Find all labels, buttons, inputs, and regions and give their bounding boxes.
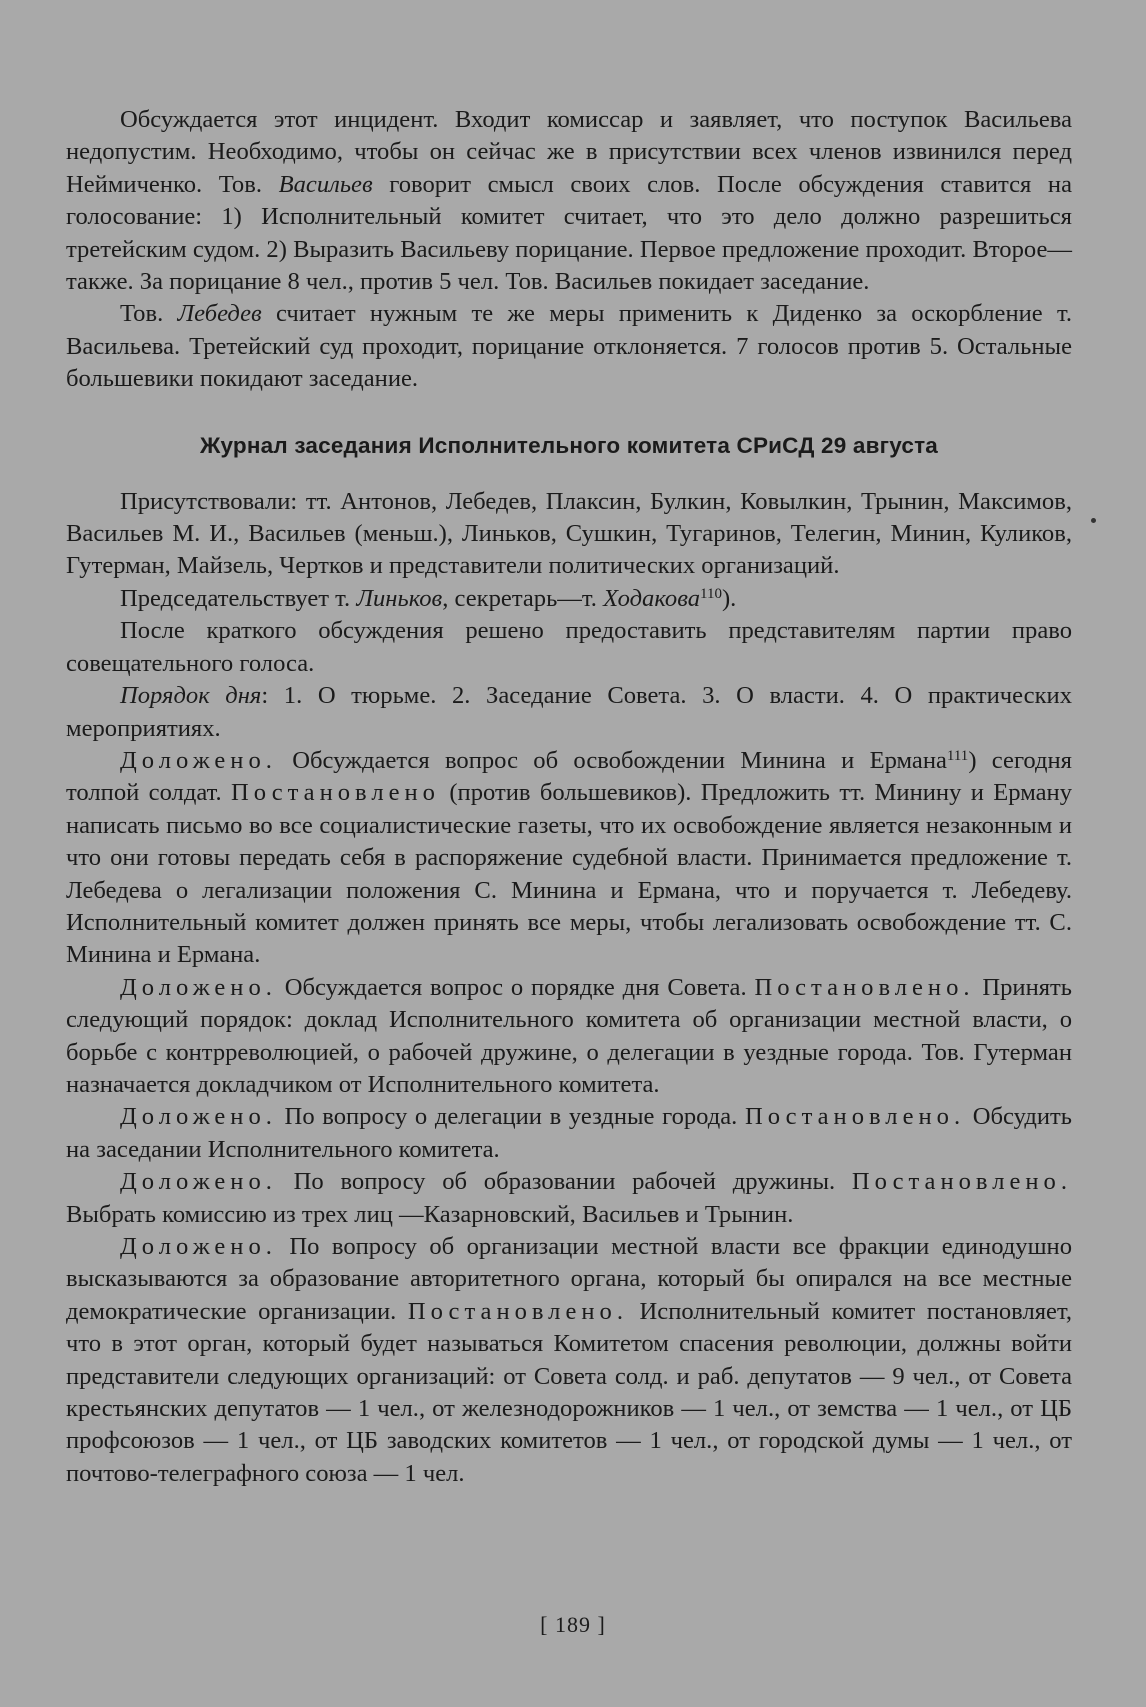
page-number: [ 189 ] — [540, 1612, 606, 1637]
text-run: ) сегодня толпой солдат. — [66, 746, 1072, 807]
text-run: Тов. — [120, 300, 178, 328]
text-run: говорит смысл своих слов. После обсуждения ставится на голосование: 1) Исполнительный комитет считает, что это дело должно разрешиться третейским судом. 2) Выразить Васильеву порицание. Первое предложение проходит. Второе—также. За порицание 8 чел., против 5 чел. Тов. Васильев покидает заседание. — [66, 170, 1072, 296]
text-run: По вопросу об образовании рабочей дружины. — [276, 1168, 852, 1196]
text-run: (против большевиков). Предложить тт. Минину и Ерману написать письмо во все социалистические газеты, что их освобождение является незаконным и что они готовы передать себя в распоряжение судебной власти. Принимается предложение т. Лебедева о легализации положения С. Минина и Ермана, что и поручается т. Лебедеву. Исполнительный комитет должен принять все меры, чтобы легализовать освобождение тт. С. Минина и Ермана. — [66, 779, 1072, 969]
spaced-word: Постановлено — [231, 779, 440, 807]
italic-name: Лебедев — [177, 300, 262, 328]
spaced-word: Постановлено. — [407, 1297, 628, 1325]
text-run: Обсуждается этот инцидент. Входит комиссар и заявляет, что поступок Васильева недопустим. Необходимо, чтобы он сейчас же в присутствии всех членов извинился перед Неймиченко. Тов. — [66, 106, 1072, 198]
paragraph-lebedev — [66, 298, 1072, 395]
italic-name: Васильев — [278, 170, 373, 198]
text-run: Выбрать комиссию из трех лиц —Казарновский, Васильев и Трынин. — [66, 1200, 794, 1228]
text-run: По вопросу о делегации в уездные города. — [276, 1103, 745, 1131]
paragraph-item-power — [66, 1231, 1072, 1490]
italic-name: Линьков — [356, 584, 443, 612]
paragraph-incident — [66, 104, 1072, 298]
paragraph-chair — [66, 583, 1072, 615]
text-run: Исполнительный комитет постановляет, что в этот орган, который будет называться Комитетом спасения революции, должны войти представители следующих организаций: от Совета солд. и раб. депутатов — 9 чел., от Совета крестьянских депутатов — 1 чел., от железнодорожников — 1 чел., от земства — 1 чел., от ЦБ профсоюзов — 1 чел., от ЦБ заводских комитетов — 1 чел., от городской думы — 1 чел., от почтово-телеграфного союза — 1 чел. — [66, 1297, 1073, 1487]
italic-label: Порядок дня — [120, 682, 262, 710]
paragraph-vote-right: После краткого обсуждения решено предоставить представителям партии право совещательного голоса. — [66, 617, 1072, 677]
spaced-word: Доложено. — [120, 746, 277, 774]
text-run: : 1. О тюрьме. 2. Заседание Совета. 3. О власти. 4. О практических мероприятиях. — [66, 682, 1072, 742]
text-run: считает нужным те же меры применить к Диденко за оскорбление т. Васильева. Третейский суд проходит, порицание отклоняется. 7 голосов против 5. Остальные большевики покидают заседание. — [66, 300, 1072, 393]
section-heading: Журнал заседания Исполнительного комитета СРиСД 29 августа — [199, 432, 939, 458]
spaced-word: Постановлено. — [851, 1168, 1072, 1196]
spaced-word: Постановлено. — [754, 973, 975, 1001]
text-run: , секретарь—т. — [442, 584, 604, 612]
spaced-word: Постановлено. — [745, 1103, 966, 1131]
paragraph-item-militia — [66, 1166, 1072, 1231]
ink-speck — [1091, 518, 1096, 523]
footnote-ref: 111 — [946, 747, 969, 764]
paragraph-item-soviet — [66, 972, 1072, 1102]
spaced-word: Доложено. — [120, 1233, 277, 1260]
text-body — [66, 104, 1072, 1490]
text-run: Председательствует т. — [120, 584, 357, 612]
paragraph-item-prison — [66, 745, 1072, 972]
text-run: Обсуждается вопрос о порядке дня Совета. — [276, 973, 755, 1001]
spaced-word: Доложено. — [120, 1168, 277, 1196]
paragraph-attendees: Присутствовали: тт. Антонов, Лебедев, Плаксин, Булкин, Ковылкин, Трынин, Максимов, Васильев М. И., Васильев (меньш.), Линьков, Сушкин, Тугаринов, Телегин, Минин, Куликов, Гутерман, Майзель, Чертков и представители политических организаций. — [66, 487, 1072, 580]
text-run: Обсуждается вопрос об освобождении Минина и Ермана — [276, 746, 947, 774]
footnote-ref: 110 — [700, 585, 722, 602]
paragraph-agenda — [66, 680, 1072, 745]
text-run: Обсудить на заседании Исполнительного комитета. — [66, 1103, 1072, 1163]
text-run: Принять следующий порядок: доклад Исполнительного комитета об организации местной власти, о борьбе с контрреволюцией, о рабочей дружине, о делегации в уездные города. Тов. Гутерман назначается докладчиком от Исполнительного комитета. — [66, 973, 1073, 1098]
spaced-word: Доложено. — [120, 973, 277, 1001]
text-run: По вопросу об организации местной власти все фракции единодушно высказываются за образование авторитетного органа, который бы опирался на все местные демократические организации. — [66, 1233, 1072, 1325]
spaced-word: Доложено. — [120, 1103, 277, 1131]
paragraph-item-delegation — [66, 1101, 1072, 1166]
italic-name: Ходакова — [603, 584, 701, 612]
text-run: ). — [721, 584, 737, 612]
